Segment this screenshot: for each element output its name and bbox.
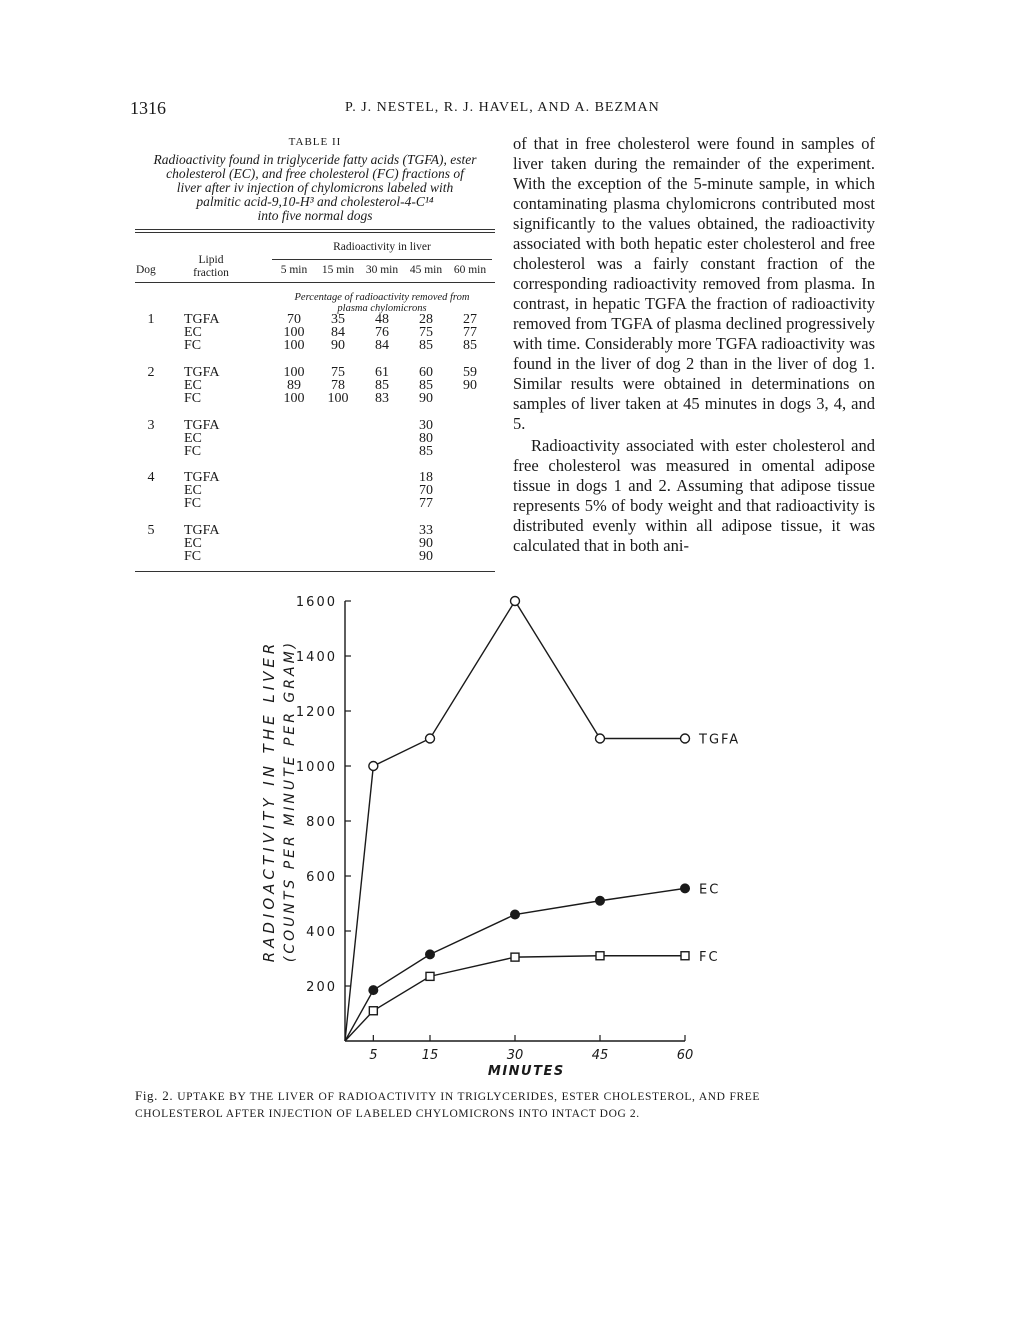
x-tick-label: 60 bbox=[676, 1048, 694, 1063]
table-fraction-cell: EC bbox=[184, 378, 202, 393]
table-value-cell: 59 bbox=[463, 365, 477, 380]
data-point bbox=[681, 884, 690, 893]
table-value-cell: 90 bbox=[419, 391, 433, 406]
table-fraction-cell: EC bbox=[184, 325, 202, 340]
table-caption-line: cholesterol (EC), and free cholesterol (FC) fractions of bbox=[166, 166, 464, 181]
table-rule-top-double bbox=[135, 232, 495, 233]
table-caption-line: into five normal dogs bbox=[257, 208, 373, 223]
page-number: 1316 bbox=[130, 98, 166, 118]
table-value-cell: 48 bbox=[375, 312, 389, 327]
table-value-cell: 90 bbox=[463, 378, 477, 393]
table-fraction-cell: TGFA bbox=[184, 523, 220, 538]
table-value-cell: 33 bbox=[419, 523, 433, 538]
series-label: TGFA bbox=[699, 732, 741, 748]
table-header-time-15: 15 min bbox=[321, 264, 355, 276]
table-value-cell: 100 bbox=[283, 325, 305, 340]
data-point bbox=[426, 950, 435, 959]
body-text bbox=[513, 134, 875, 556]
data-point bbox=[426, 734, 435, 743]
data-point bbox=[369, 762, 378, 771]
table-value-cell: 85 bbox=[419, 378, 433, 393]
table-value-cell: 85 bbox=[463, 338, 477, 353]
table-header-time-30: 30 min bbox=[365, 264, 399, 276]
table-value-cell: 77 bbox=[419, 496, 433, 511]
table-note-line1: Percentage of radioactivity removed from bbox=[294, 292, 470, 303]
table-value-cell: 60 bbox=[419, 365, 433, 380]
data-point bbox=[596, 734, 605, 743]
table-fraction-cell: TGFA bbox=[184, 470, 220, 485]
figure-caption-label: Fig. 2. bbox=[135, 1088, 174, 1103]
table-caption-line: palmitic acid-9,10-H³ and cholesterol-4-C¹⁴ bbox=[196, 194, 434, 209]
table-caption-line: Radioactivity found in triglyceride fatty acids (TGFA), ester bbox=[153, 152, 477, 167]
table-dog-cell: 4 bbox=[147, 470, 155, 485]
table-header-time-5: 5 min bbox=[280, 264, 308, 276]
x-axis-title: MINUTES bbox=[487, 1064, 565, 1079]
y-tick-label: 400 bbox=[306, 925, 337, 940]
table-value-cell: 78 bbox=[331, 378, 345, 393]
table-value-cell: 85 bbox=[419, 338, 433, 353]
paragraph: Radioactivity associated with ester cholesterol and free cholesterol was measured in omental adipose tissue in dogs 1 and 2. Assuming that adipose tissue represents 5% of body weight and that radioactivity is distributed evenly within all adipose tissue, it was calculated that in both ani- bbox=[513, 436, 875, 555]
series-label: FC bbox=[699, 949, 720, 965]
table-value-cell: 18 bbox=[419, 470, 433, 485]
y-tick-label: 1000 bbox=[295, 760, 337, 775]
table-rule-spanner bbox=[272, 259, 492, 260]
table-value-cell: 27 bbox=[463, 312, 477, 327]
table-fraction-cell: EC bbox=[184, 431, 202, 446]
table-value-cell: 70 bbox=[287, 312, 301, 327]
table-value-cell: 90 bbox=[419, 536, 433, 551]
table-title: TABLE II bbox=[288, 136, 342, 148]
table-header-lipid-line2: fraction bbox=[193, 267, 229, 279]
y-tick-label: 1600 bbox=[295, 595, 337, 610]
table-caption bbox=[135, 153, 495, 223]
y-axis-title: RADIOACTIVITY IN THE LIVER bbox=[260, 639, 278, 963]
table-header-lipid bbox=[185, 254, 237, 280]
x-tick-label: 5 bbox=[369, 1048, 378, 1063]
table-dog-cell: 1 bbox=[147, 312, 155, 327]
figure-caption bbox=[135, 1087, 760, 1123]
table-fraction-cell: FC bbox=[184, 444, 202, 459]
data-point bbox=[511, 953, 519, 961]
table-value-cell: 75 bbox=[419, 325, 433, 340]
y-tick-label: 800 bbox=[306, 815, 337, 830]
figure-caption-text: UPTAKE BY THE LIVER OF RADIOACTIVITY IN TRIGLYCERIDES, ESTER CHOLESTEROL, AND FREE CHOLESTEROL AFTER INJECTION OF LABELED CHYLOMICRONS INTO INTACT DOG 2. bbox=[135, 1091, 760, 1120]
y-tick-label: 600 bbox=[306, 870, 337, 885]
table-value-cell: 30 bbox=[419, 418, 433, 433]
table-dog-cell: 5 bbox=[147, 523, 155, 538]
y-tick-label: 200 bbox=[306, 980, 337, 995]
table-value-cell: 85 bbox=[375, 378, 389, 393]
table-fraction-cell: FC bbox=[184, 496, 202, 511]
table-value-cell: 76 bbox=[375, 325, 389, 340]
table-value-cell: 28 bbox=[419, 312, 433, 327]
series-label: EC bbox=[699, 882, 721, 898]
table-fraction-cell: EC bbox=[184, 536, 202, 551]
data-point bbox=[426, 972, 434, 980]
data-point bbox=[681, 734, 690, 743]
series-line-fc bbox=[345, 956, 685, 1041]
running-head: P. J. NESTEL, R. J. HAVEL, AND A. BEZMAN bbox=[345, 100, 660, 115]
data-point bbox=[596, 896, 605, 905]
table-value-cell: 90 bbox=[419, 549, 433, 564]
data-point bbox=[596, 952, 604, 960]
table-value-cell: 75 bbox=[331, 365, 345, 380]
table-value-cell: 100 bbox=[283, 365, 305, 380]
table-value-cell: 35 bbox=[331, 312, 345, 327]
table-fraction-cell: FC bbox=[184, 549, 202, 564]
table-value-cell: 84 bbox=[331, 325, 345, 340]
table-rule-bottom bbox=[135, 571, 495, 572]
data-point bbox=[369, 986, 378, 995]
figure-2-chart bbox=[240, 585, 780, 1085]
table-fraction-cell: TGFA bbox=[184, 312, 220, 327]
data-point bbox=[681, 952, 689, 960]
table-fraction-cell: TGFA bbox=[184, 365, 220, 380]
table-header-spanner: Radioactivity in liver bbox=[333, 241, 431, 253]
data-point bbox=[369, 1007, 377, 1015]
table-value-cell: 100 bbox=[283, 338, 305, 353]
table-note-line2: plasma chylomicrons bbox=[337, 303, 427, 314]
data-point bbox=[511, 910, 520, 919]
paragraph: of that in free cholesterol were found in samples of liver taken during the remainder of the experiment. With the exception of the 5-minute sample, in which contaminating plasma chylomicrons contributed most significantly to the values obtained, the radioactivity associated with both hepatic ester cholesterol and free cholesterol was a fairly constant fraction of the corresponding radioactivity removed from plasma. In contrast, in hepatic TGFA the fraction of radioactivity removed from TGFA of plasma declined progressively with time. Considerably more TGFA radioactivity was found in the liver of dog 2 than in the liver of dog 1. Similar results were obtained in determinations on samples of liver taken at 45 minutes in dogs 3, 4, and 5. bbox=[513, 134, 875, 433]
x-tick-label: 30 bbox=[506, 1048, 524, 1063]
table-value-cell: 85 bbox=[419, 444, 433, 459]
table-caption-line: liver after iv injection of chylomicrons labeled with bbox=[176, 180, 454, 195]
table-rule-header bbox=[135, 282, 495, 283]
data-point bbox=[511, 597, 520, 606]
table-fraction-cell: EC bbox=[184, 483, 202, 498]
x-tick-label: 45 bbox=[591, 1048, 609, 1063]
table-value-cell: 100 bbox=[327, 391, 349, 406]
table-header-time-60: 60 min bbox=[453, 264, 487, 276]
table-value-cell: 100 bbox=[283, 391, 305, 406]
table-header-time-45: 45 min bbox=[409, 264, 443, 276]
table-header-lipid-line1: Lipid bbox=[198, 254, 224, 266]
table-header-dog: Dog bbox=[136, 264, 156, 276]
y-tick-label: 1200 bbox=[295, 705, 337, 720]
table-value-cell: 83 bbox=[375, 391, 389, 406]
table-fraction-cell: TGFA bbox=[184, 418, 220, 433]
table-value-cell: 90 bbox=[331, 338, 345, 353]
table-value-cell: 84 bbox=[375, 338, 389, 353]
table-rule-top bbox=[135, 229, 495, 230]
table-fraction-cell: FC bbox=[184, 391, 202, 406]
table-dog-cell: 3 bbox=[147, 418, 155, 433]
table-dog-cell: 2 bbox=[147, 365, 155, 380]
table-value-cell: 80 bbox=[419, 431, 433, 446]
table-value-cell: 89 bbox=[287, 378, 301, 393]
table-value-cell: 77 bbox=[463, 325, 477, 340]
table-value-cell: 61 bbox=[375, 365, 389, 380]
y-axis-subtitle: (COUNTS PER MINUTE PER GRAM) bbox=[282, 639, 298, 963]
y-tick-label: 1400 bbox=[295, 650, 337, 665]
x-tick-label: 15 bbox=[421, 1048, 439, 1063]
table-value-cell: 70 bbox=[419, 483, 433, 498]
table-note bbox=[272, 292, 492, 314]
table-fraction-cell: FC bbox=[184, 338, 202, 353]
